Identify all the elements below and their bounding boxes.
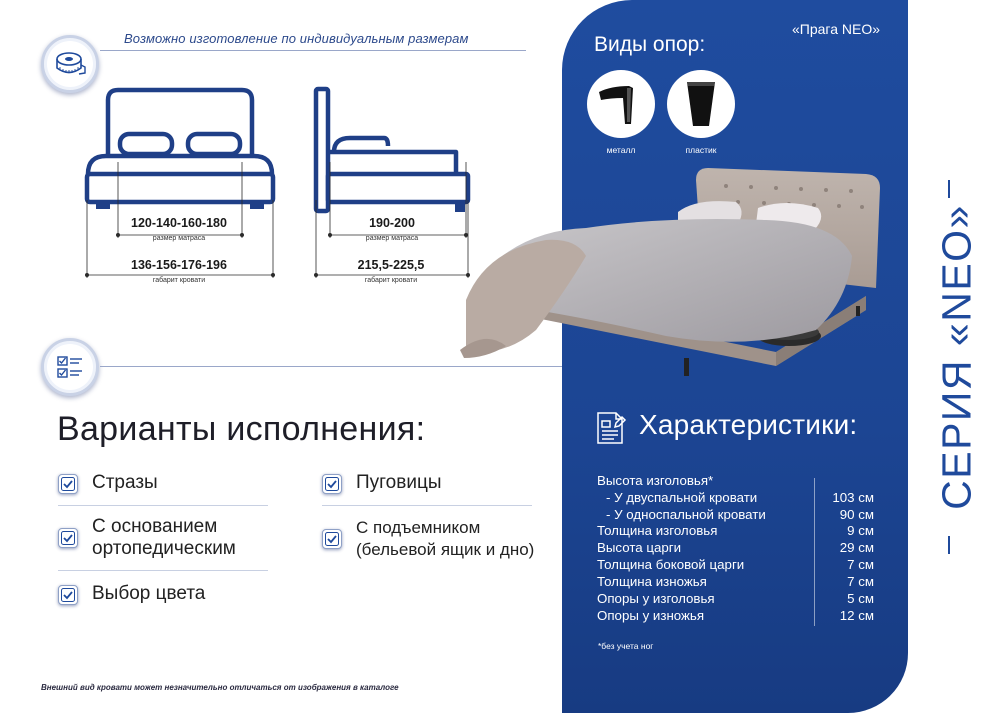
variants-title: Варианты исполнения: xyxy=(57,410,426,448)
option-label-multiline xyxy=(92,516,236,560)
option-lift-mechanism xyxy=(322,517,534,561)
checkbox-checked-icon xyxy=(322,529,342,549)
side-overall-sizes: 215,5-225,5 xyxy=(357,258,425,272)
option-color-choice xyxy=(58,583,205,605)
spec-name: Высота царги xyxy=(597,540,682,555)
option-label-line1: С основанием xyxy=(92,516,218,537)
checkbox-checked-icon xyxy=(58,585,78,605)
checkbox-checked-icon xyxy=(58,474,78,494)
spec-name: Высота изголовья* xyxy=(597,473,714,488)
checklist-icon xyxy=(53,350,87,384)
metal-leg-label: металл xyxy=(606,145,636,155)
spec-value: 9 см xyxy=(847,523,874,538)
side-mattress-label: размер матраса xyxy=(365,235,419,242)
spec-value: 7 см xyxy=(847,574,874,589)
specs-document-icon xyxy=(594,409,628,447)
option-label-multiline xyxy=(356,517,534,561)
spec-name: Опоры у изножья xyxy=(597,608,705,623)
series-tag: «Прага NEO» xyxy=(792,21,881,37)
series-vertical-wrap xyxy=(908,0,1005,713)
checklist-badge xyxy=(41,338,99,396)
spec-value: 5 см xyxy=(847,591,874,606)
front-overall-label: габарит кровати xyxy=(152,277,206,284)
option-label: Выбор цвета xyxy=(92,583,206,604)
front-overall-sizes: 136-156-176-196 xyxy=(131,258,227,272)
spec-value: 29 см xyxy=(839,540,874,555)
side-overall-label: габарит кровати xyxy=(364,277,418,284)
plastic-leg-icon xyxy=(667,70,735,138)
option-divider xyxy=(58,505,268,506)
option-label-line1: С подъемником xyxy=(356,518,481,537)
option-label-line2: (бельевой ящик и дно) xyxy=(356,540,535,559)
bed-illustration xyxy=(446,160,886,380)
spec-value: 7 см xyxy=(847,557,874,572)
front-mattress-label: размер матраса xyxy=(152,235,206,242)
spec-name: Толщина боковой царги xyxy=(597,557,745,572)
option-buttons xyxy=(322,472,441,494)
header-rule xyxy=(100,50,526,51)
option-orthopedic-base xyxy=(58,516,236,560)
checkbox-checked-icon xyxy=(322,474,342,494)
checkbox-checked-icon xyxy=(58,528,78,548)
support-types-title: Виды опор: xyxy=(594,33,706,56)
spec-value: 90 см xyxy=(839,507,874,522)
spec-name: Толщина изножья xyxy=(597,574,707,589)
option-label: Стразы xyxy=(92,472,158,493)
plastic-leg-label: пластик xyxy=(685,145,717,155)
vertical-rule-bottom xyxy=(948,536,950,554)
option-label-line2: ортопедическим xyxy=(92,538,236,559)
spec-name: Толщина изголовья xyxy=(597,523,718,538)
custom-size-note: Возможно изготовление по индивидуальным размерам xyxy=(124,31,469,46)
spec-name: - У односпальной кровати xyxy=(606,507,766,522)
tape-measure-icon xyxy=(53,47,87,81)
spec-name: - У двуспальной кровати xyxy=(606,490,758,505)
tape-measure-badge xyxy=(41,35,99,93)
option-rhinestones xyxy=(58,472,158,494)
front-mattress-sizes: 120-140-160-180 xyxy=(131,216,227,230)
spec-name: Опоры у изголовья xyxy=(597,591,715,606)
series-vertical-title: СЕРИЯ «NEO» xyxy=(933,204,979,510)
option-label: Пуговицы xyxy=(356,472,442,493)
option-divider xyxy=(58,570,268,571)
option-divider xyxy=(322,505,532,506)
characteristics-title: Характеристики: xyxy=(639,409,858,440)
disclaimer: Внешний вид кровати может незначительно отличаться от изображения в каталоге xyxy=(41,683,399,692)
side-mattress-sizes: 190-200 xyxy=(369,216,415,230)
spec-value: 12 см xyxy=(839,608,874,623)
metal-leg-icon xyxy=(587,70,655,138)
spec-value: 103 см xyxy=(832,490,874,505)
footnote: *без учета ног xyxy=(598,641,654,651)
